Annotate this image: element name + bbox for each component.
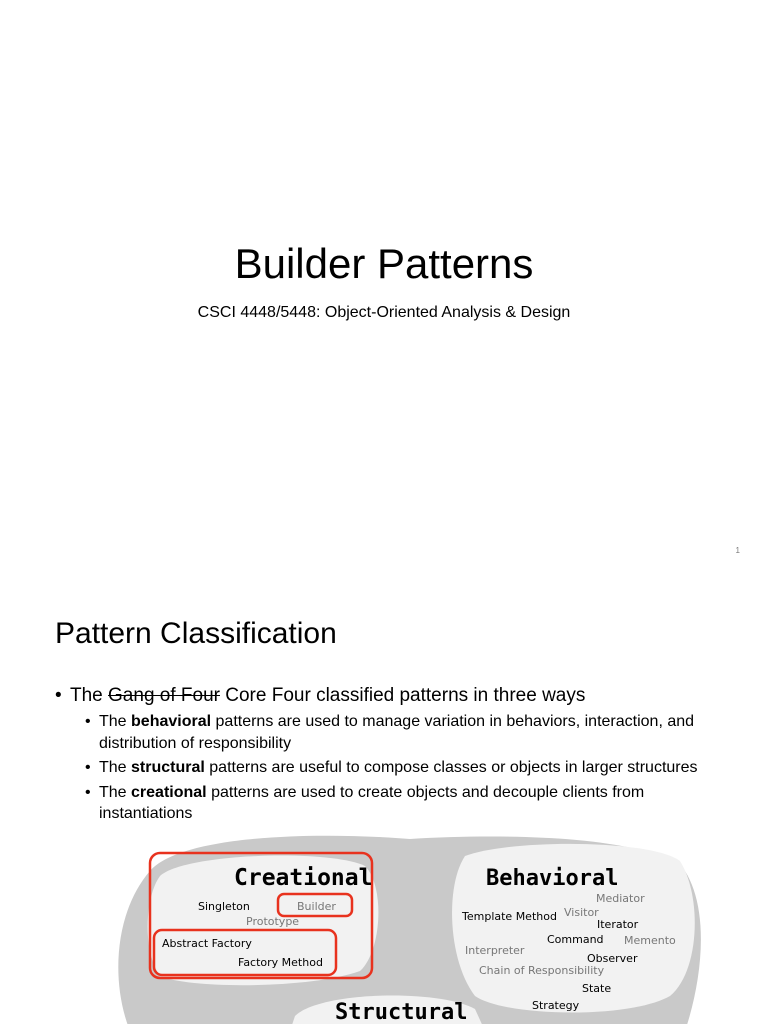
sub-bullet-text: patterns are useful to compose classes or objects in larger structures [209,759,698,776]
sub-bullet-pre: The [99,713,127,730]
sub-bullet-keyword: creational [131,783,207,801]
sub-bullet-text: patterns are used to create objects and decouple clients from instantiations [99,783,645,822]
pattern-abstract-factory: Abstract Factory [162,937,252,950]
pattern-observer: Observer [587,952,638,965]
pattern-template-method: Template Method [462,910,557,923]
pattern-builder: Builder [297,900,336,913]
pattern-iterator: Iterator [597,918,639,931]
pattern-state: State [582,982,612,995]
sub-bullet-structural [55,757,725,779]
bullet-rest: Core Four classified patterns in three ways [225,685,586,706]
pattern-interpreter: Interpreter [465,944,525,957]
sub-bullet-pre: The [99,783,127,801]
pattern-strategy: Strategy [532,999,580,1012]
sub-bullet-list [55,711,725,825]
pattern-visitor: Visitor [564,906,599,919]
slide-title: Builder Patterns [234,240,534,287]
pattern-factory-method: Factory Method [238,956,323,969]
content-slide [0,576,768,1024]
sub-bullet-creational [55,782,725,825]
bullet-list [55,683,725,828]
sub-bullet-text: patterns are used to manage variation in behaviors, interaction, and distribution of responsibility [99,713,695,752]
creational-title: Creational [234,865,373,891]
pattern-chain-of-responsibility: Chain of Responsibility [479,964,605,977]
pattern-mediator: Mediator [596,892,645,905]
behavioral-title: Behavioral [486,866,619,891]
struck-text: Gang of Four [108,685,220,706]
pattern-memento: Memento [624,934,676,947]
sub-bullet-pre: The [99,759,127,776]
main-bullet [55,683,725,709]
pattern-singleton: Singleton [198,900,250,913]
sub-bullet-keyword: behavioral [131,713,212,730]
slide-subtitle: CSCI 4448/5448: Object-Oriented Analysis & Design [197,304,571,321]
sub-bullet-behavioral [55,711,725,754]
structural-title: Structural [335,1000,468,1024]
sub-bullet-keyword: structural [131,759,205,776]
pattern-command: Command [547,933,604,946]
bullet-prefix: The [70,685,103,706]
pattern-prototype: Prototype [246,915,300,928]
pattern-classification-diagram [110,831,710,1024]
slide-title: Pattern Classification [55,617,337,650]
page-number: 1 [735,546,740,555]
